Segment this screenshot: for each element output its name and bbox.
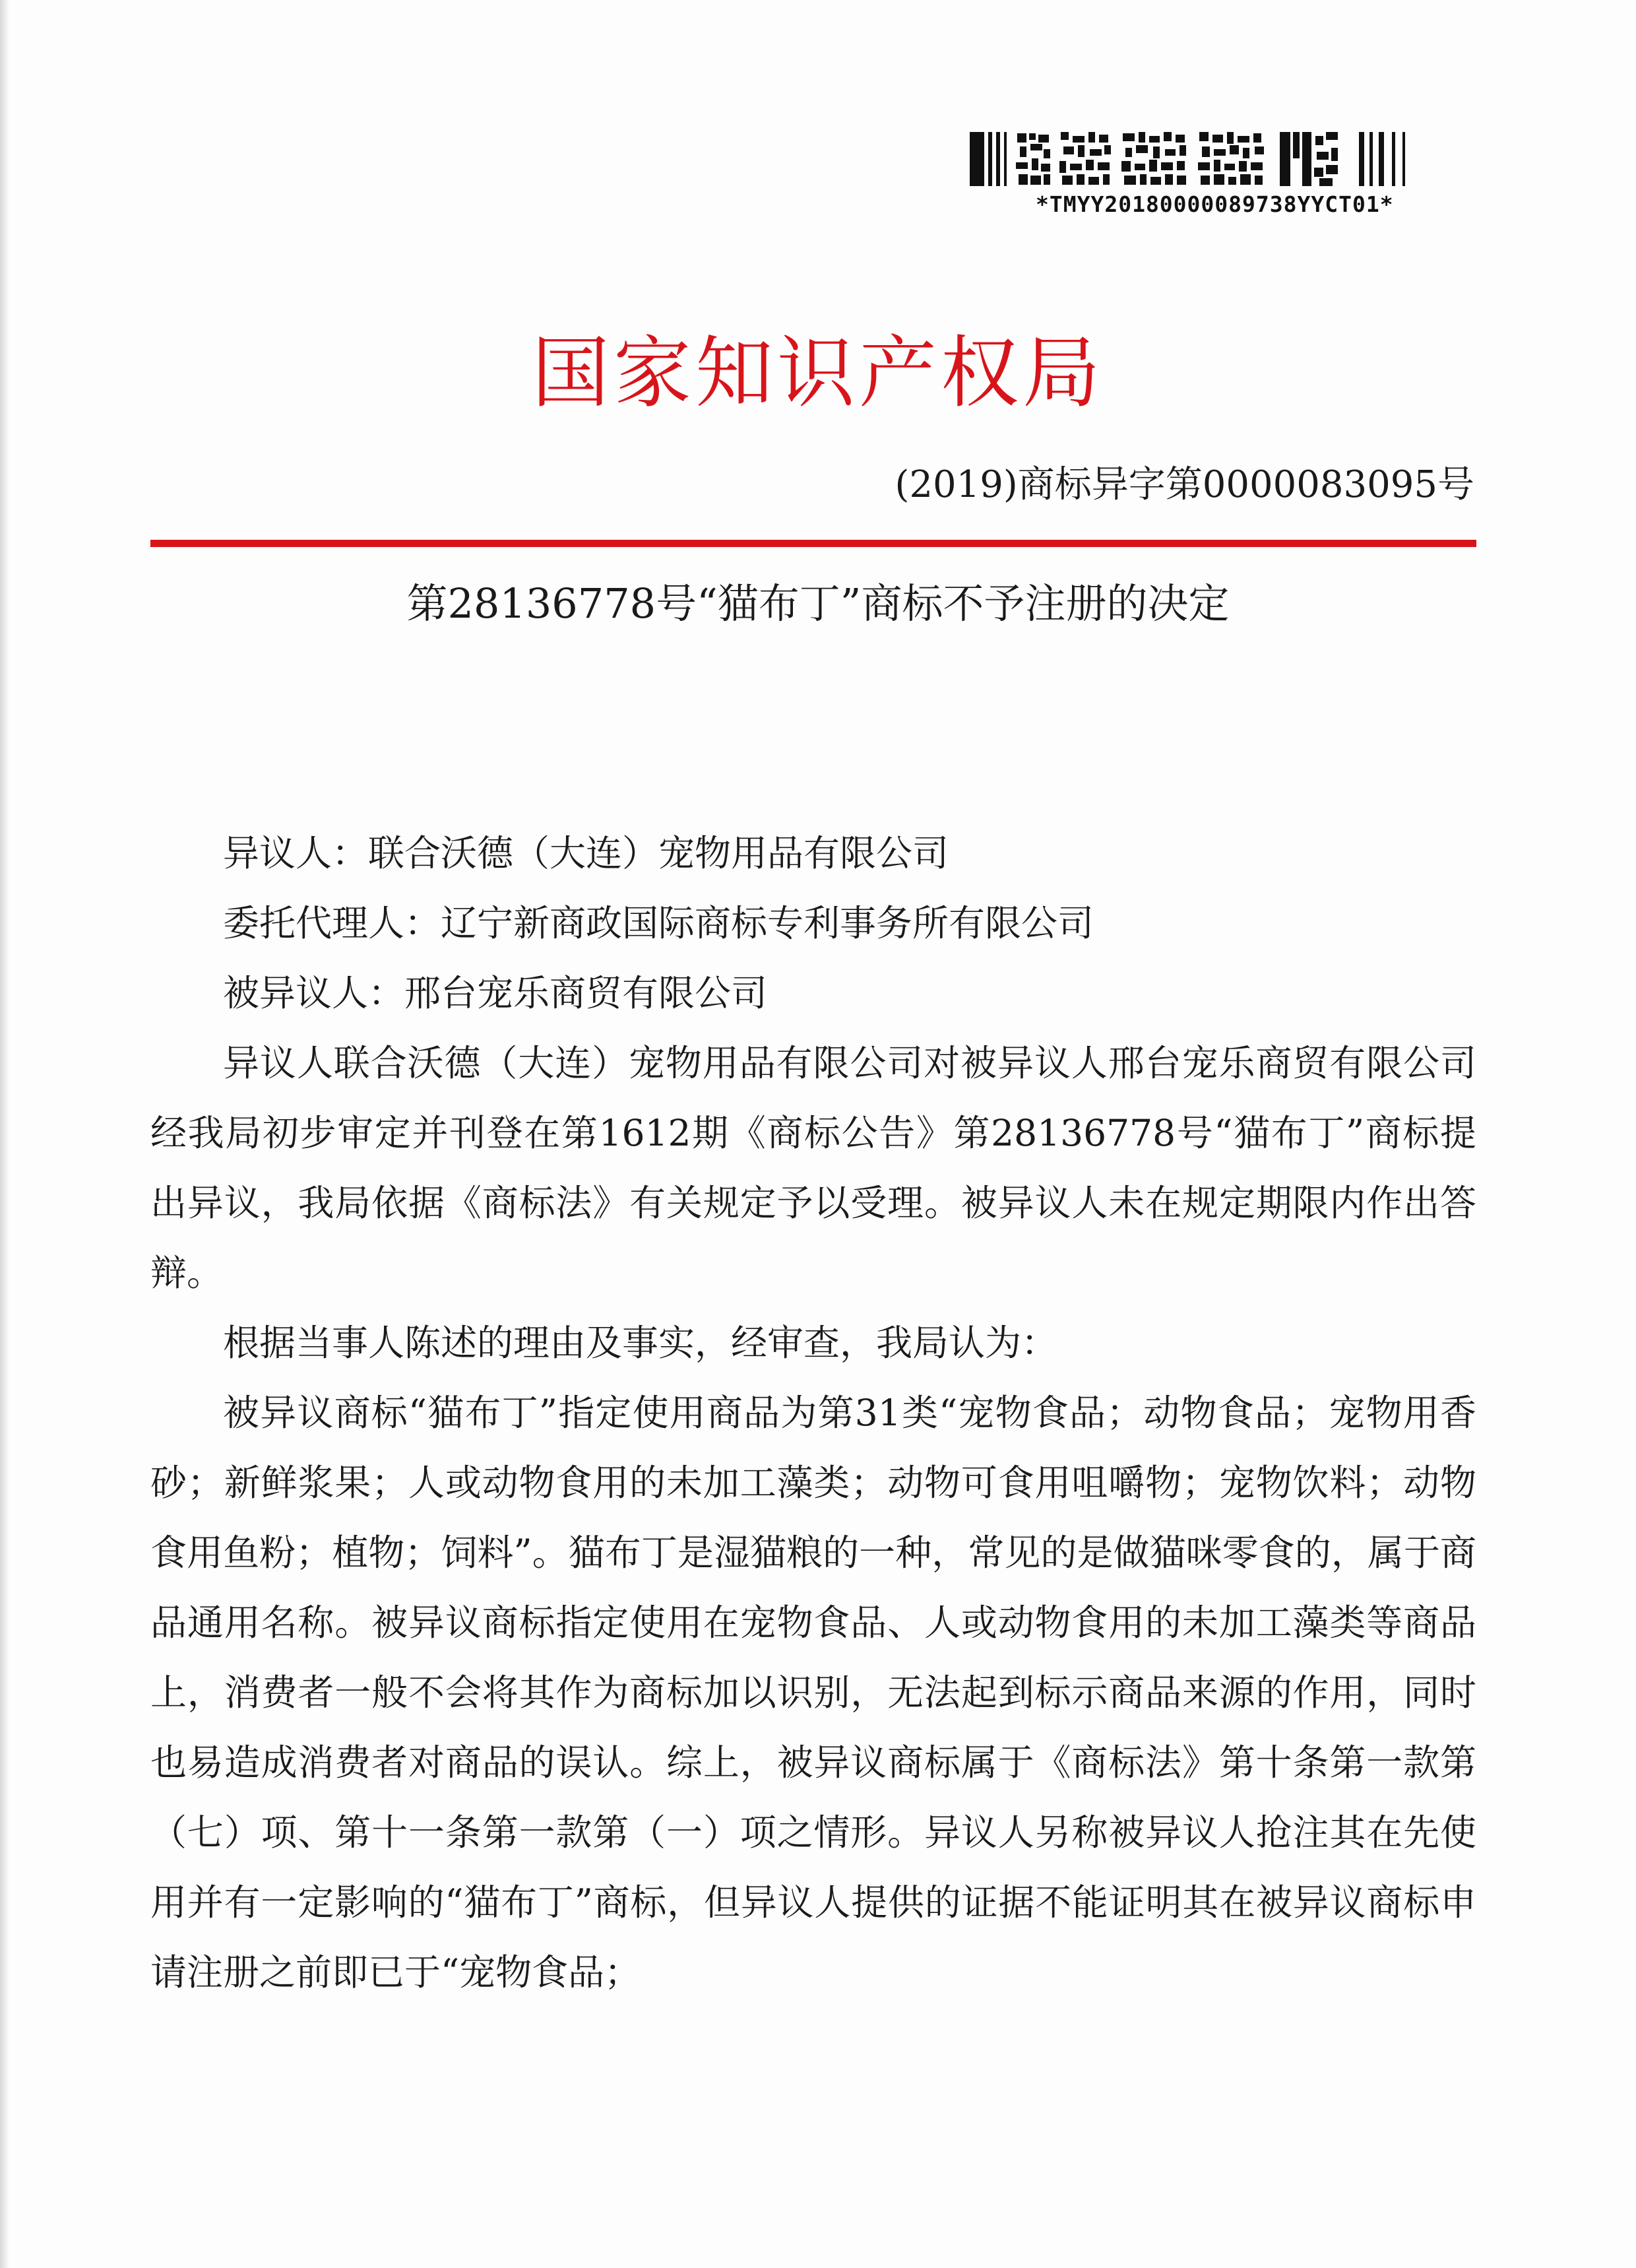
opponent-line: 异议人：联合沃德（大连）宠物用品有限公司 [223,832,949,874]
document-body [150,818,1476,2007]
paragraph-review-lead: 根据当事人陈述的理由及事实，经审查，我局认为： [223,1322,1058,1364]
barcode-image [970,132,1432,186]
barcode-number: *TMYY20180000089738YYCT01* [1036,191,1394,217]
issuing-office-title: 国家知识产权局 [531,327,1104,418]
decision-title: 第28136778号“猫布丁”商标不予注册的决定 [406,579,1230,628]
respondent-line: 被异议人：邢台宠乐商贸有限公司 [223,972,768,1014]
agent-line: 委托代理人：辽宁新商政国际商标专利事务所有限公司 [223,902,1094,944]
red-divider-line [150,540,1476,547]
paragraph-intro: 异议人联合沃德（大连）宠物用品有限公司对被异议人邢台宠乐商贸有限公司经我局初步审定并刊登在第1612期《商标公告》第28136778号“猫布丁”商标提出异议，我局依据《商标法》有关规定予以受理。被异议人未在规定期限内作出答辩。 [150,1042,1476,1294]
paragraph-findings: 被异议商标“猫布丁”指定使用商品为第31类“宠物食品；动物食品；宠物用香砂；新鲜浆果；人或动物食用的未加工藻类；动物可食用咀嚼物；宠物饮料；动物食用鱼粉；植物；饲料”。猫布丁是湿猫粮的一种，常见的是做猫咪零食的，属于商品通用名称。被异议商标指定使用在宠物食品、人或动物食用的未加工藻类等商品上，消费者一般不会将其作为商标加以识别，无法起到标示商品来源的作用，同时也易造成消费者对商品的误认。综上，被异议商标属于《商标法》第十条第一款第（七）项、第十一条第一款第（一）项之情形。异议人另称被异议人抢注其在先使用并有一定影响的“猫布丁”商标，但异议人提供的证据不能证明其在被异议商标申请注册之前即已于“宠物食品； [150,1392,1476,1993]
document-number: (2019)商标异字第0000083095号 [895,463,1474,506]
barcode-block [970,132,1432,224]
